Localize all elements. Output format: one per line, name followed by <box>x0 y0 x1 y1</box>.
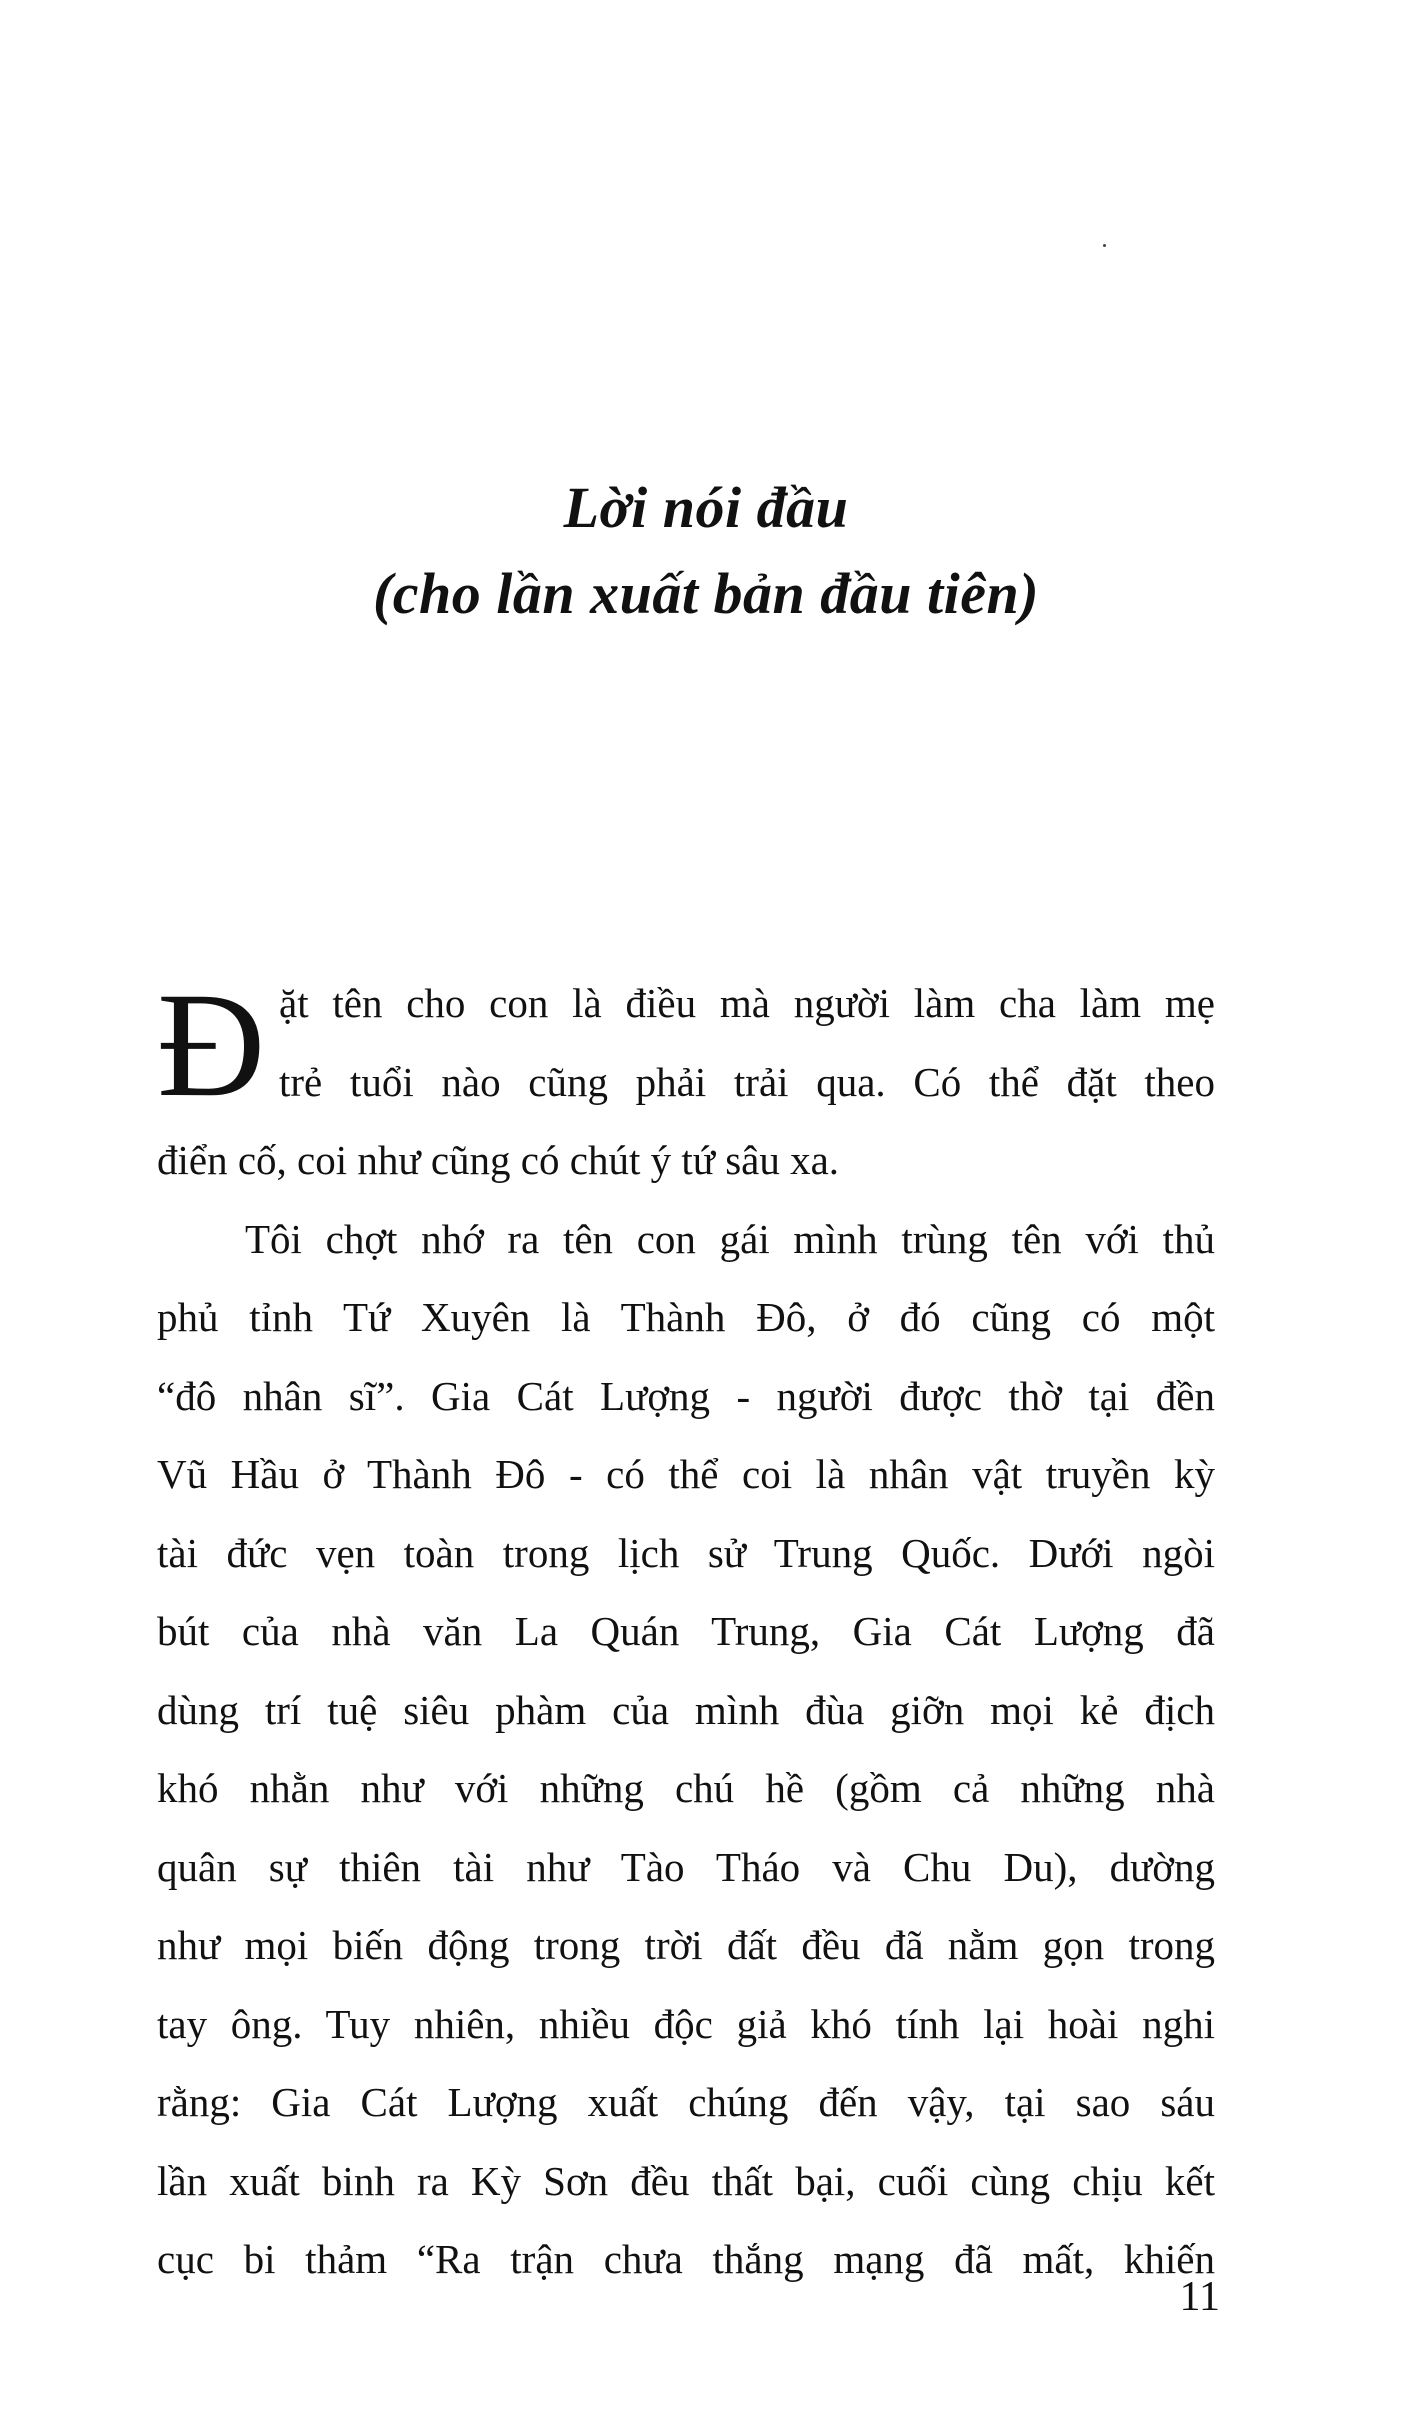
paragraph-line: tài đức vẹn toàn trong lịch sử Trung Quốc. Dưới ngòi <box>157 1529 1215 1576</box>
second-paragraph <box>157 1200 1215 2299</box>
paragraph-line: điển cố, coi như cũng có chút ý tứ sâu xa. <box>157 1137 840 1183</box>
paragraph-line: ặt tên cho con là điều mà người làm cha làm mẹ <box>279 980 1215 1026</box>
chapter-heading <box>0 465 1412 637</box>
paragraph-line: lần xuất binh ra Kỳ Sơn đều thất bại, cuối cùng chịu kết <box>157 2157 1215 2204</box>
print-speck <box>1103 244 1106 247</box>
paragraph-line: Tôi chợt nhớ ra tên con gái mình trùng tên với thủ <box>245 1215 1215 1262</box>
page-number: 11 <box>1179 2274 1220 2320</box>
paragraph-line: khó nhằn như với những chú hề (gồm cả những nhà <box>157 1765 1215 1811</box>
paragraph-line: tay ông. Tuy nhiên, nhiều độc giả khó tính lại hoài nghi <box>157 2000 1215 2047</box>
drop-cap: Đ <box>157 962 266 1128</box>
paragraph-line: bút của nhà văn La Quán Trung, Gia Cát Lượng đã <box>157 1608 1215 1654</box>
first-paragraph <box>157 964 1215 1200</box>
paragraph-line: dùng trí tuệ siêu phàm của mình đùa giỡn mọi kẻ địch <box>157 1686 1215 1733</box>
paragraph-line: rằng: Gia Cát Lượng xuất chúng đến vậy, tại sao sáu <box>157 2079 1215 2125</box>
paragraph-line: như mọi biến động trong trời đất đều đã nằm gọn trong <box>157 1922 1215 1968</box>
paragraph-line: cục bi thảm “Ra trận chưa thắng mạng đã mất, khiến <box>157 2236 1215 2282</box>
body-text <box>157 964 1215 2299</box>
heading-subtitle: (cho lần xuất bản đầu tiên) <box>372 561 1040 626</box>
paragraph-line: Vũ Hầu ở Thành Đô - có thể coi là nhân vật truyền kỳ <box>157 1451 1215 1497</box>
paragraph-line: trẻ tuổi nào cũng phải trải qua. Có thể đặt theo <box>279 1058 1215 1105</box>
paragraph-line: “đô nhân sĩ”. Gia Cát Lượng - người được thờ tại đền <box>157 1372 1215 1419</box>
heading-title: Lời nói đầu <box>563 475 849 540</box>
paragraph-line: phủ tỉnh Tứ Xuyên là Thành Đô, ở đó cũng có một <box>157 1294 1215 1340</box>
paragraph-line: quân sự thiên tài như Tào Tháo và Chu Du), dường <box>157 1843 1215 1890</box>
